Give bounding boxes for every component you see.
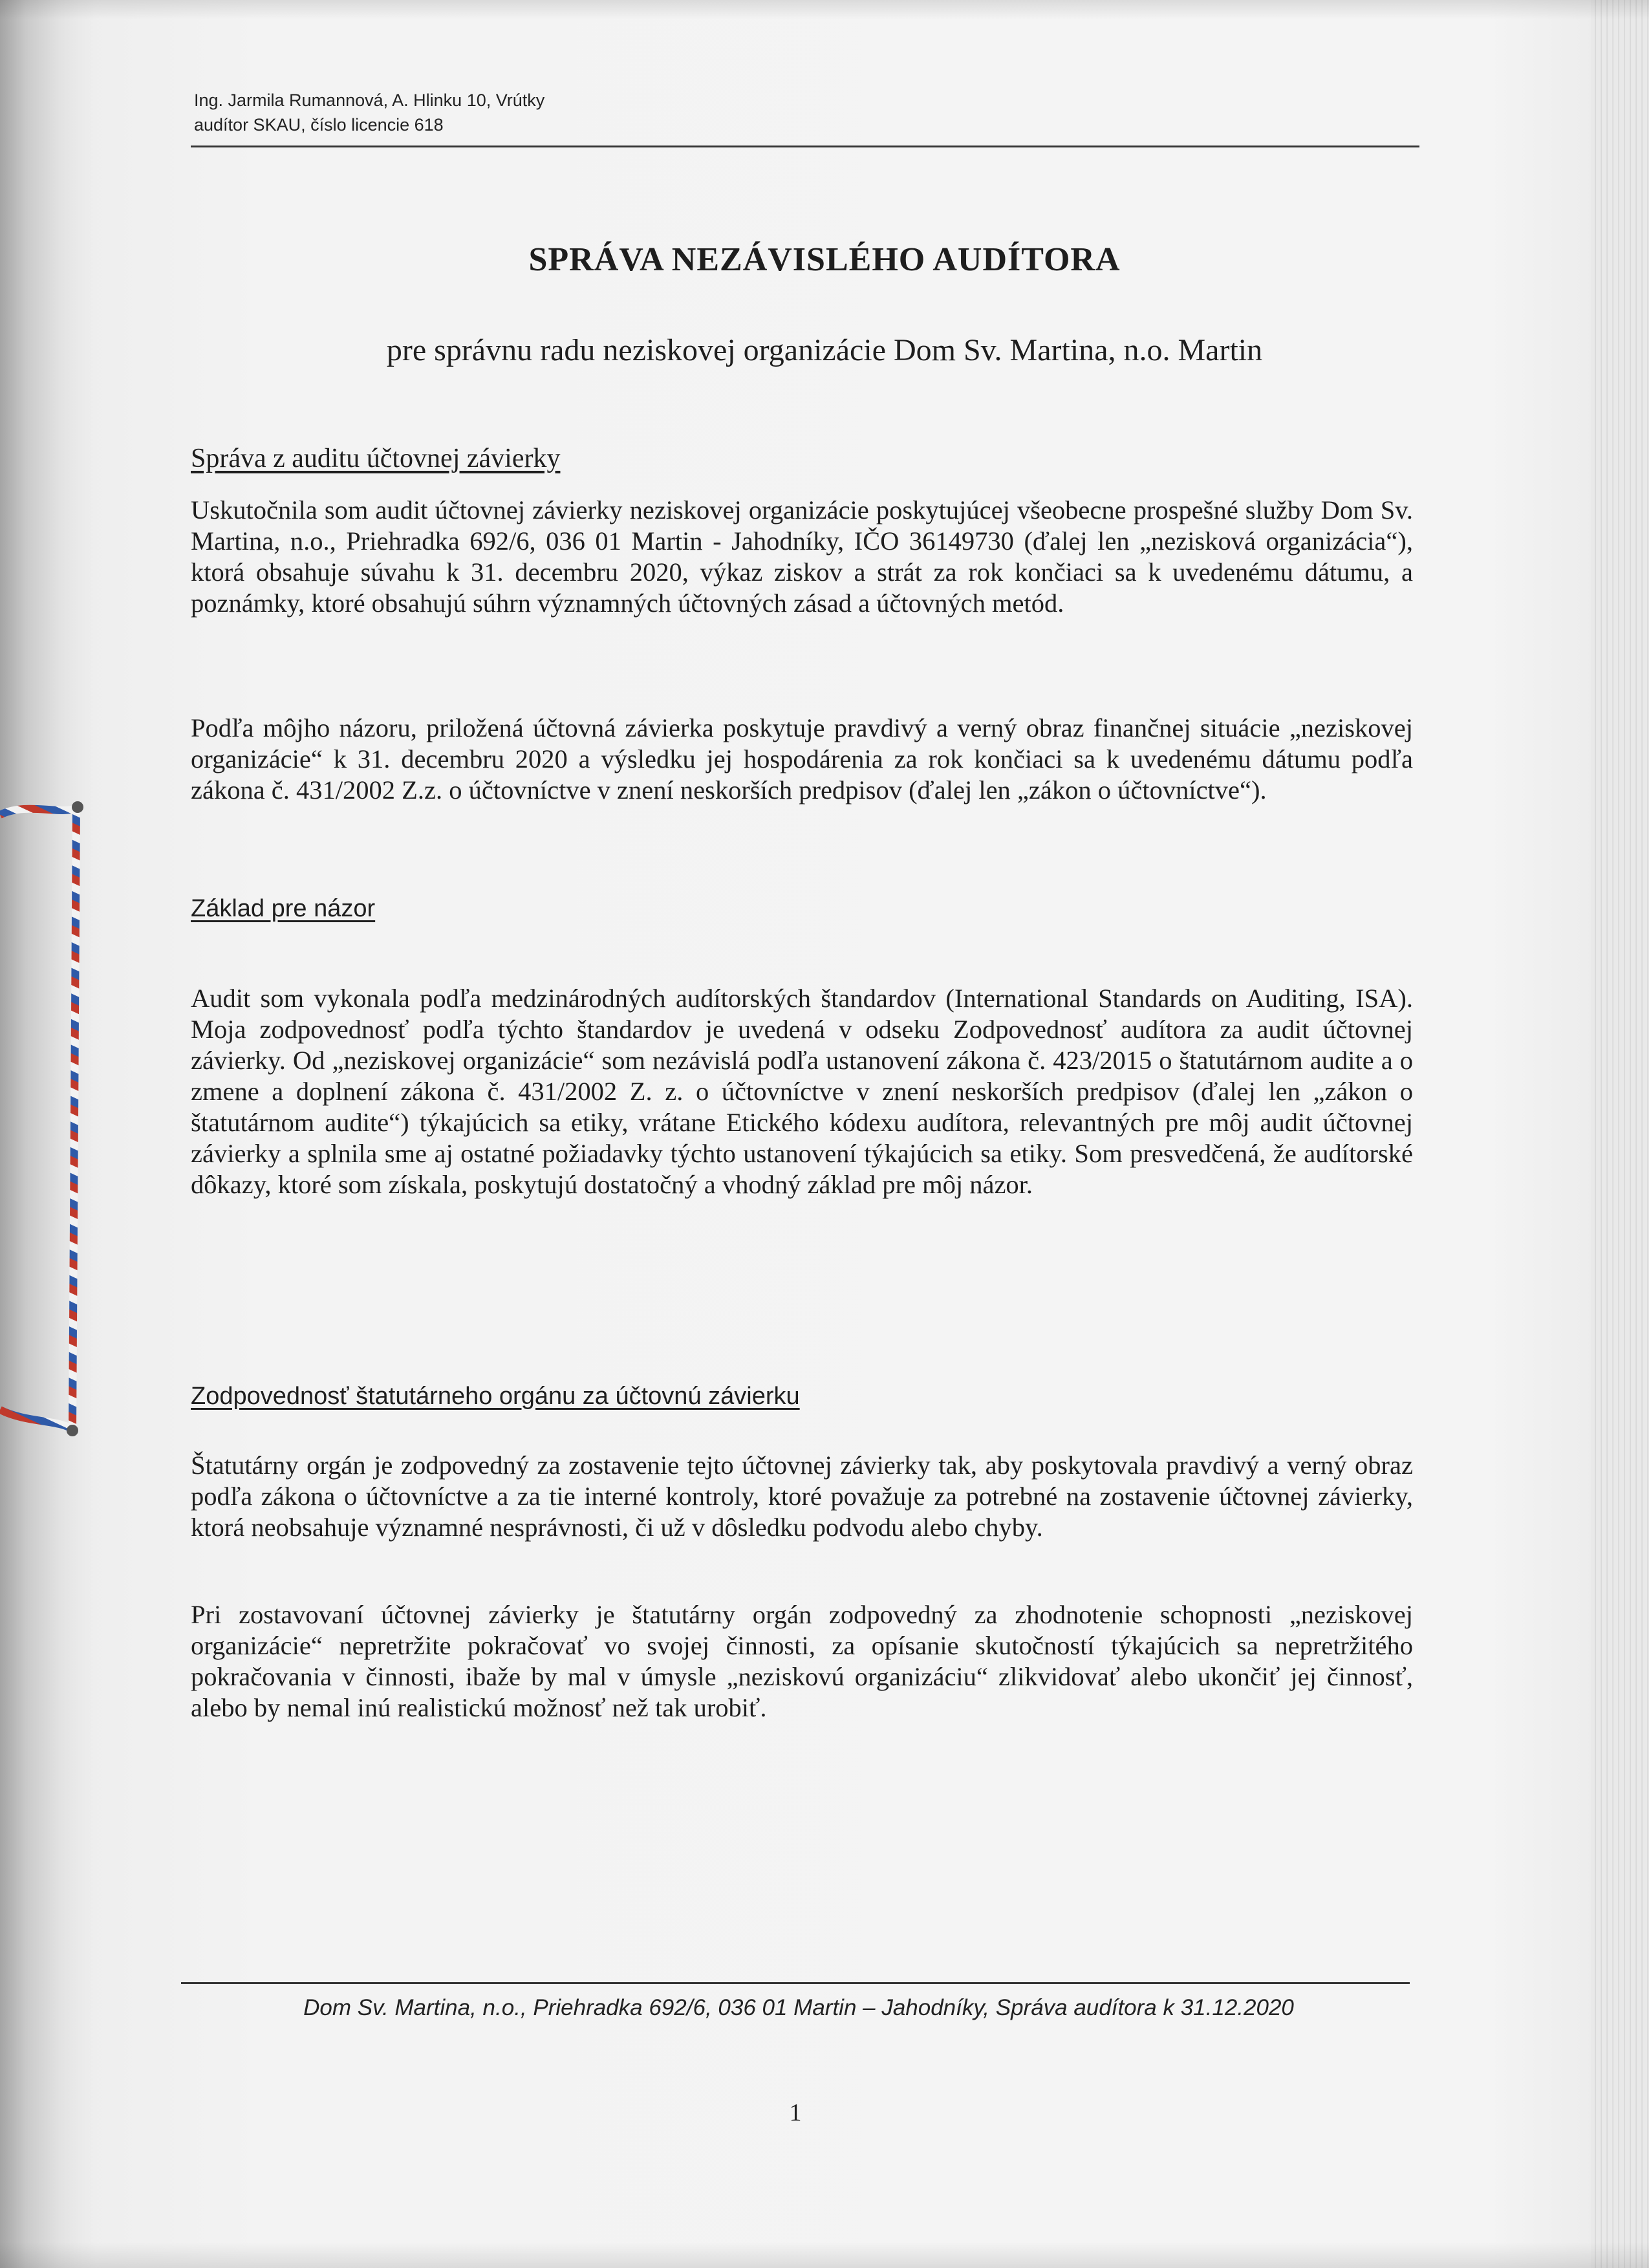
- paragraph-basis-for-opinion: Audit som vykonala podľa medzinárodných audítorských štandardov (International Standards on Auditing, ISA). Moja zodpovednosť podľa týchto štandardov je uvedená v odseku Zodpovednosť audítora za audit účtovnej závierky. Od „neziskovej organizácie“ som nezávislá podľa ustanovení zákona č. 423/2015 o štatutárnom audite a o zmene a doplnení zákona č. 431/2002 Z. z. o účtovníctve v znení neskorších predpisov (ďalej len „zákon o štatutárnom audite“) týkajúcich sa etiky, vrátane Etického kódexu audítora, relevantných pre môj audit účtovnej závierky a splnila sme aj ostatné požiadavky týchto ustanovení týkajúcich sa etiky. Som presvedčená, že audítorské dôkazy, ktoré som získala, poskytujú dostatočný a vhodný základ pre môj názor.: [191, 984, 1413, 1199]
- auditor-license: audítor SKAU, číslo licencie 618: [194, 115, 444, 135]
- page-number: 1: [789, 2099, 802, 2126]
- section-heading-basis: Základ pre názor: [191, 895, 376, 922]
- section-heading-audit-report: Správa z auditu účtovnej závierky: [191, 444, 561, 473]
- report-subtitle: pre správnu radu neziskovej organizácie Dom Sv. Martina, n.o. Martin: [386, 333, 1263, 367]
- footer-divider: [181, 1982, 1410, 1984]
- report-title: SPRÁVA NEZÁVISLÉHO AUDÍTORA: [528, 241, 1121, 278]
- header-divider: [191, 146, 1419, 147]
- paragraph-audit-scope: Uskutočnila som audit účtovnej závierky neziskovej organizácie poskytujúcej všeobecne prospešné služby Dom Sv. Martina, n.o., Priehradka 692/6, 036 01 Martin - Jahodníky, IČO 36149730 (ďalej len „nezisková organizácia“), ktorá obsahuje súvahu k 31. decembru 2020, výkaz ziskov a strát za rok končiaci sa k uvedenému dátumu, a poznámky, ktoré obsahujú súhrn významných účtovných zásad a účtovných metód.: [191, 495, 1413, 618]
- footer-text: Dom Sv. Martina, n.o., Priehradka 692/6, 036 01 Martin – Jahodníky, Správa audítora k 31.12.2020: [303, 1995, 1294, 2020]
- section-heading-responsibility: Zodpovednosť štatutárneho orgánu za účtovnú závierku: [191, 1383, 800, 1410]
- paragraph-responsibility: Štatutárny orgán je zodpovedný za zostavenie tejto účtovnej závierky tak, aby poskytovala pravdivý a verný obraz podľa zákona o účtovníctve a za tie interné kontroly, ktoré považuje za potrebné na zostavenie účtovnej závierky, ktorá neobsahuje významné nesprávnosti, či už v dôsledku podvodu alebo chyby.: [191, 1451, 1413, 1542]
- paragraph-opinion: Podľa môjho názoru, priložená účtovná závierka poskytuje pravdivý a verný obraz finančnej situácie „neziskovej organizácie“ k 31. decembru 2020 a výsledku jej hospodárenia za rok končiaci sa k uvedenému dátumu podľa zákona č. 431/2002 Z.z. o účtovníctve v znení neskorších predpisov (ďalej len „zákon o účtovníctve“).: [191, 713, 1413, 805]
- paragraph-going-concern: Pri zostavovaní účtovnej závierky je štatutárny orgán zodpovedný za zhodnotenie schopnosti „neziskovej organizácie“ nepretržite pokračovať vo svojej činnosti, za opísanie skutočností týkajúcich sa nepretržitého pokračovania v činnosti, ibaže by mal v úmysle „neziskovú organizáciu“ zlikvidovať alebo ukončiť jej činnosť, alebo by nemal inú realistickú možnosť než tak urobiť.: [191, 1600, 1413, 1722]
- auditor-name: Ing. Jarmila Rumannová, A. Hlinku 10, Vrútky: [194, 91, 545, 110]
